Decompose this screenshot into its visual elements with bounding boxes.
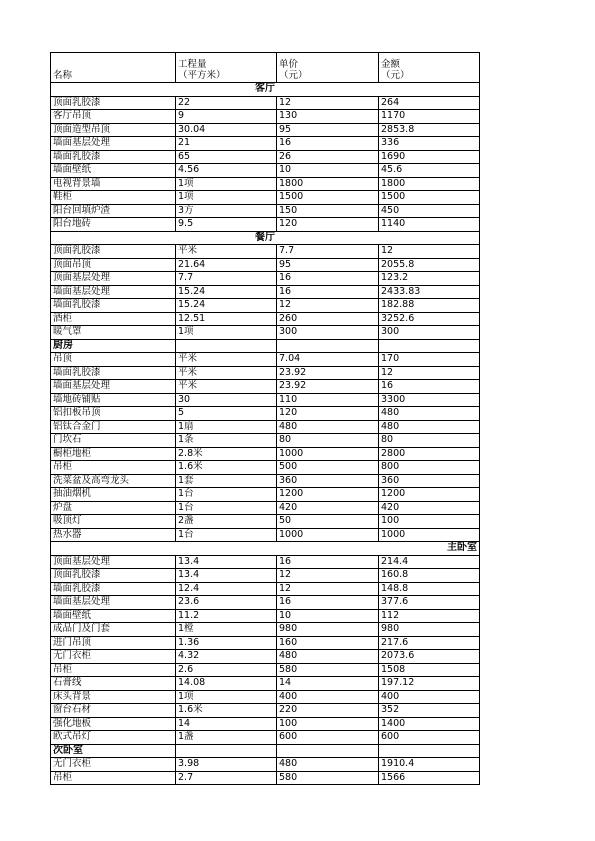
- item-amount: 1910.4: [379, 758, 480, 772]
- table-row: [51, 380, 480, 394]
- table-row: [51, 434, 480, 448]
- item-name: 电视背景墙: [51, 177, 176, 191]
- empty-cell: [277, 744, 379, 758]
- item-amount: 400: [379, 690, 480, 704]
- item-unit-price: 7.7: [277, 245, 379, 259]
- item-name: 墙面乳胶漆: [51, 582, 176, 596]
- table-row: [51, 731, 480, 745]
- item-amount: 377.6: [379, 596, 480, 610]
- quotation-table: [50, 52, 480, 785]
- table-row: [51, 218, 480, 232]
- item-unit-price: 14: [277, 677, 379, 691]
- item-amount: 1690: [379, 150, 480, 164]
- item-name: 吸顶灯: [51, 515, 176, 529]
- item-name: 无门衣柜: [51, 758, 176, 772]
- item-unit-price: 1000: [277, 528, 379, 542]
- item-amount: 300: [379, 326, 480, 340]
- item-quantity: 1台: [176, 488, 277, 502]
- header-row: [51, 53, 480, 83]
- item-quantity: 平米: [176, 353, 277, 367]
- item-quantity: 22: [176, 96, 277, 110]
- item-name: 墙地砖铺贴: [51, 393, 176, 407]
- item-amount: 112: [379, 609, 480, 623]
- item-unit-price: 300: [277, 326, 379, 340]
- item-name: 顶面吊顶: [51, 258, 176, 272]
- item-unit-price: 12: [277, 582, 379, 596]
- item-name: 进门吊顶: [51, 636, 176, 650]
- item-name: 无门衣柜: [51, 650, 176, 664]
- item-amount: 1800: [379, 177, 480, 191]
- item-name: 铝扣板吊顶: [51, 407, 176, 421]
- table-row: [51, 758, 480, 772]
- table-row: [51, 461, 480, 475]
- item-unit-price: 220: [277, 704, 379, 718]
- table-row: [51, 299, 480, 313]
- table-row: [51, 137, 480, 151]
- item-name: 客厅吊顶: [51, 110, 176, 124]
- item-name: 顶面基层处理: [51, 555, 176, 569]
- item-unit-price: 480: [277, 650, 379, 664]
- table-row: [51, 528, 480, 542]
- empty-cell: [176, 339, 277, 353]
- table-row: [51, 704, 480, 718]
- item-unit-price: 580: [277, 771, 379, 785]
- table-row: [51, 636, 480, 650]
- item-quantity: 1项: [176, 177, 277, 191]
- item-amount: 360: [379, 474, 480, 488]
- item-name: 墙面壁纸: [51, 164, 176, 178]
- item-quantity: 2.6: [176, 663, 277, 677]
- item-name: 顶面乳胶漆: [51, 569, 176, 583]
- item-unit-price: 10: [277, 609, 379, 623]
- item-quantity: 1樘: [176, 623, 277, 637]
- item-amount: 600: [379, 731, 480, 745]
- item-quantity: 12.4: [176, 582, 277, 596]
- item-quantity: 1.36: [176, 636, 277, 650]
- item-unit-price: 150: [277, 204, 379, 218]
- item-quantity: 1盏: [176, 731, 277, 745]
- section-title: 次卧室: [51, 744, 176, 758]
- item-name: 吊柜: [51, 663, 176, 677]
- item-amount: 170: [379, 353, 480, 367]
- item-quantity: 5: [176, 407, 277, 421]
- item-quantity: 1扇: [176, 420, 277, 434]
- item-amount: 420: [379, 501, 480, 515]
- item-name: 吊柜: [51, 461, 176, 475]
- item-unit-price: 16: [277, 555, 379, 569]
- item-amount: 100: [379, 515, 480, 529]
- item-name: 炉盘: [51, 501, 176, 515]
- table-row: [51, 771, 480, 785]
- item-unit-price: 23.92: [277, 366, 379, 380]
- item-amount: 217.6: [379, 636, 480, 650]
- section-row: [51, 339, 480, 353]
- item-quantity: 13.4: [176, 555, 277, 569]
- item-quantity: 2.8米: [176, 447, 277, 461]
- item-amount: 480: [379, 420, 480, 434]
- item-name: 顶面乳胶漆: [51, 96, 176, 110]
- item-name: 阳台回填炉渣: [51, 204, 176, 218]
- empty-cell: [379, 339, 480, 353]
- empty-cell: [379, 744, 480, 758]
- table-row: [51, 717, 480, 731]
- item-quantity: 12.51: [176, 312, 277, 326]
- item-amount: 197.12: [379, 677, 480, 691]
- item-quantity: 平米: [176, 366, 277, 380]
- item-unit-price: 120: [277, 218, 379, 232]
- item-name: 墙面基层处理: [51, 380, 176, 394]
- item-unit-price: 480: [277, 420, 379, 434]
- item-quantity: 1.6米: [176, 461, 277, 475]
- item-unit-price: 10: [277, 164, 379, 178]
- item-quantity: 13.4: [176, 569, 277, 583]
- item-unit-price: 95: [277, 258, 379, 272]
- item-quantity: 9.5: [176, 218, 277, 232]
- item-amount: 2055.8: [379, 258, 480, 272]
- item-amount: 1566: [379, 771, 480, 785]
- table-row: [51, 150, 480, 164]
- item-unit-price: 1000: [277, 447, 379, 461]
- item-quantity: 21: [176, 137, 277, 151]
- item-quantity: 7.7: [176, 272, 277, 286]
- item-name: 墙面乳胶漆: [51, 299, 176, 313]
- section-title: 主卧室: [51, 542, 480, 556]
- item-quantity: 14: [176, 717, 277, 731]
- item-unit-price: 12: [277, 96, 379, 110]
- item-quantity: 65: [176, 150, 277, 164]
- item-amount: 1140: [379, 218, 480, 232]
- item-unit-price: 16: [277, 285, 379, 299]
- item-unit-price: 420: [277, 501, 379, 515]
- item-unit-price: 100: [277, 717, 379, 731]
- item-quantity: 1.6米: [176, 704, 277, 718]
- item-quantity: 11.2: [176, 609, 277, 623]
- item-quantity: 平米: [176, 380, 277, 394]
- item-unit-price: 16: [277, 596, 379, 610]
- item-name: 墙面乳胶漆: [51, 150, 176, 164]
- table-row: [51, 272, 480, 286]
- item-unit-price: 480: [277, 758, 379, 772]
- item-name: 顶面基层处理: [51, 272, 176, 286]
- item-quantity: 23.6: [176, 596, 277, 610]
- item-name: 成品门及门套: [51, 623, 176, 637]
- item-unit-price: 360: [277, 474, 379, 488]
- item-amount: 148.8: [379, 582, 480, 596]
- item-amount: 2800: [379, 447, 480, 461]
- item-unit-price: 500: [277, 461, 379, 475]
- item-unit-price: 80: [277, 434, 379, 448]
- item-unit-price: 23.92: [277, 380, 379, 394]
- item-amount: 1508: [379, 663, 480, 677]
- item-amount: 336: [379, 137, 480, 151]
- table-row: [51, 420, 480, 434]
- item-name: 墙面基层处理: [51, 285, 176, 299]
- item-name: 顶面造型吊顶: [51, 123, 176, 137]
- table-row: [51, 245, 480, 259]
- table-row: [51, 582, 480, 596]
- item-amount: 214.4: [379, 555, 480, 569]
- table-row: [51, 677, 480, 691]
- item-name: 强化地板: [51, 717, 176, 731]
- item-amount: 182.88: [379, 299, 480, 313]
- section-row: [51, 542, 480, 556]
- item-quantity: 1项: [176, 191, 277, 205]
- table-row: [51, 488, 480, 502]
- item-quantity: 15.24: [176, 285, 277, 299]
- item-name: 吊柜: [51, 771, 176, 785]
- section-title: 客厅: [51, 83, 480, 97]
- item-amount: 2433.83: [379, 285, 480, 299]
- item-quantity: 30: [176, 393, 277, 407]
- item-unit-price: 1800: [277, 177, 379, 191]
- item-amount: 2853.8: [379, 123, 480, 137]
- section-title: 厨房: [51, 339, 176, 353]
- table-row: [51, 474, 480, 488]
- item-unit-price: 260: [277, 312, 379, 326]
- table-row: [51, 258, 480, 272]
- item-name: 墙面基层处理: [51, 596, 176, 610]
- table-row: [51, 407, 480, 421]
- table-row: [51, 609, 480, 623]
- item-amount: 3252.6: [379, 312, 480, 326]
- table-row: [51, 501, 480, 515]
- table-row: [51, 204, 480, 218]
- item-unit-price: 16: [277, 272, 379, 286]
- empty-cell: [176, 744, 277, 758]
- item-name: 阳台地砖: [51, 218, 176, 232]
- table-row: [51, 326, 480, 340]
- item-unit-price: 50: [277, 515, 379, 529]
- table-row: [51, 366, 480, 380]
- header-name: 名称: [51, 53, 176, 83]
- item-quantity: 15.24: [176, 299, 277, 313]
- section-row: [51, 744, 480, 758]
- item-quantity: 1条: [176, 434, 277, 448]
- item-amount: 80: [379, 434, 480, 448]
- item-unit-price: 120: [277, 407, 379, 421]
- table-row: [51, 96, 480, 110]
- header-amount: 金额 （元）: [379, 53, 480, 83]
- item-amount: 2073.6: [379, 650, 480, 664]
- item-name: 吊顶: [51, 353, 176, 367]
- item-quantity: 3.98: [176, 758, 277, 772]
- item-quantity: 30.04: [176, 123, 277, 137]
- header-unit-price: 单价 （元）: [277, 53, 379, 83]
- item-name: 欧式吊灯: [51, 731, 176, 745]
- item-name: 暖气罩: [51, 326, 176, 340]
- header-quantity: 工程量 （平方米）: [176, 53, 277, 83]
- table-row: [51, 353, 480, 367]
- item-quantity: 1台: [176, 501, 277, 515]
- item-unit-price: 26: [277, 150, 379, 164]
- table-row: [51, 569, 480, 583]
- quotation-sheet: [50, 52, 479, 785]
- table-row: [51, 663, 480, 677]
- item-quantity: 1套: [176, 474, 277, 488]
- section-title: 餐厅: [51, 231, 480, 245]
- table-row: [51, 110, 480, 124]
- item-amount: 1400: [379, 717, 480, 731]
- item-name: 橱柜地柜: [51, 447, 176, 461]
- item-quantity: 平米: [176, 245, 277, 259]
- item-unit-price: 160: [277, 636, 379, 650]
- section-row: [51, 231, 480, 245]
- item-unit-price: 7.04: [277, 353, 379, 367]
- item-amount: 800: [379, 461, 480, 475]
- item-name: 门坎石: [51, 434, 176, 448]
- table-row: [51, 623, 480, 637]
- item-name: 抽油烟机: [51, 488, 176, 502]
- table-row: [51, 650, 480, 664]
- item-unit-price: 16: [277, 137, 379, 151]
- item-amount: 1200: [379, 488, 480, 502]
- item-amount: 16: [379, 380, 480, 394]
- table-row: [51, 393, 480, 407]
- item-quantity: 2.7: [176, 771, 277, 785]
- table-body: [51, 53, 480, 785]
- item-name: 热水器: [51, 528, 176, 542]
- table-row: [51, 447, 480, 461]
- table-row: [51, 191, 480, 205]
- item-amount: 1170: [379, 110, 480, 124]
- item-amount: 1000: [379, 528, 480, 542]
- item-amount: 352: [379, 704, 480, 718]
- item-amount: 3300: [379, 393, 480, 407]
- item-unit-price: 580: [277, 663, 379, 677]
- item-unit-price: 400: [277, 690, 379, 704]
- item-unit-price: 600: [277, 731, 379, 745]
- item-amount: 123.2: [379, 272, 480, 286]
- item-name: 窗台石材: [51, 704, 176, 718]
- item-amount: 450: [379, 204, 480, 218]
- item-amount: 160.8: [379, 569, 480, 583]
- item-name: 顶面乳胶漆: [51, 245, 176, 259]
- item-unit-price: 1200: [277, 488, 379, 502]
- table-row: [51, 555, 480, 569]
- item-quantity: 1台: [176, 528, 277, 542]
- item-amount: 12: [379, 245, 480, 259]
- table-row: [51, 164, 480, 178]
- item-amount: 480: [379, 407, 480, 421]
- item-unit-price: 12: [277, 299, 379, 313]
- item-name: 铝钛合金门: [51, 420, 176, 434]
- table-row: [51, 690, 480, 704]
- table-row: [51, 515, 480, 529]
- item-amount: 264: [379, 96, 480, 110]
- item-quantity: 4.56: [176, 164, 277, 178]
- item-name: 床头背景: [51, 690, 176, 704]
- item-amount: 12: [379, 366, 480, 380]
- table-row: [51, 177, 480, 191]
- item-quantity: 9: [176, 110, 277, 124]
- item-name: 墙面基层处理: [51, 137, 176, 151]
- section-row: [51, 83, 480, 97]
- item-name: 酒柜: [51, 312, 176, 326]
- item-quantity: 3方: [176, 204, 277, 218]
- table-row: [51, 123, 480, 137]
- table-row: [51, 285, 480, 299]
- item-quantity: 1项: [176, 326, 277, 340]
- item-name: 墙面乳胶漆: [51, 366, 176, 380]
- item-quantity: 14.08: [176, 677, 277, 691]
- item-name: 洗菜盆及高弯龙头: [51, 474, 176, 488]
- item-quantity: 1项: [176, 690, 277, 704]
- item-unit-price: 130: [277, 110, 379, 124]
- item-unit-price: 95: [277, 123, 379, 137]
- item-name: 鞋柜: [51, 191, 176, 205]
- item-quantity: 2盏: [176, 515, 277, 529]
- item-unit-price: 110: [277, 393, 379, 407]
- item-name: 石膏线: [51, 677, 176, 691]
- item-name: 墙面壁纸: [51, 609, 176, 623]
- item-amount: 45.6: [379, 164, 480, 178]
- item-unit-price: 980: [277, 623, 379, 637]
- item-unit-price: 12: [277, 569, 379, 583]
- item-quantity: 4.32: [176, 650, 277, 664]
- table-row: [51, 596, 480, 610]
- item-quantity: 21.64: [176, 258, 277, 272]
- item-unit-price: 1500: [277, 191, 379, 205]
- item-amount: 1500: [379, 191, 480, 205]
- item-amount: 980: [379, 623, 480, 637]
- table-row: [51, 312, 480, 326]
- empty-cell: [277, 339, 379, 353]
